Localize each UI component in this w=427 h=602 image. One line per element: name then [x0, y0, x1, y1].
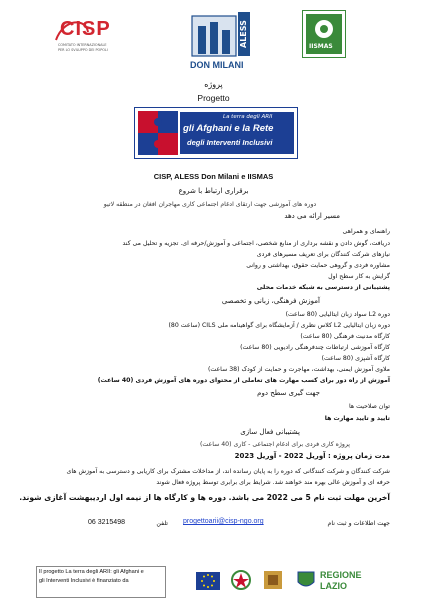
project-label-fa: پروژه	[204, 80, 223, 89]
aless-logo	[190, 10, 252, 70]
banner-line3: degli Interventi Inclusivi	[187, 138, 273, 147]
project-label-it: Progetto	[197, 93, 230, 103]
iismas-emblem-icon	[303, 11, 345, 57]
contact-phone-label: تلفن	[156, 520, 168, 527]
section2-item: آموزش از راه دور برای کسب مهارت های تعاملی از محتوای دوره های آموزش فردی (40 ساعت)	[97, 377, 390, 384]
section2-subtitle2: جهت گیری سطح دوم	[257, 389, 320, 397]
para-line2: حرفه ای و آموزش عالی بهره مند خواهند شد. شرایط برای برابری توسط پروژه فعال شوند	[156, 479, 390, 486]
contact-email[interactable]: progettoarii@cisp-ngo.org	[183, 518, 264, 525]
cisp-sub1: COMITATO INTERNAZIONALE	[58, 43, 107, 47]
cisp-name: CISP	[60, 18, 111, 40]
banner-line2: gli Afghani e la Rete	[183, 123, 274, 134]
regione-emblem-icon	[295, 569, 317, 591]
cisp-sub2: PER LO SVILUPPO DEI POPOLI	[58, 48, 108, 52]
intro-line1: برقراری ارتباط با شروع	[178, 187, 249, 195]
section2-subtitle: آموزش فرهنگی، زبانی و تخصصی	[221, 297, 320, 305]
intro-line2: دوره های آموزشی جهت ارتقای ادغام اجتماعی کاری مهاجران افغان در منطقه لاتیو	[103, 201, 317, 208]
section2-item: کارگاه آشپزی (80 ساعت)	[321, 355, 390, 362]
section2-item: دوره L2 سواد زبان ایتالیایی (80 ساعت)	[285, 311, 390, 318]
section4-title: پشتیبانی فعال سازی	[240, 428, 300, 436]
section2-item: ملاوی آموزش ایمنی، بهداشت، مهاجرت و حمایت از کودک (38 ساعت)	[208, 366, 390, 373]
para-line1: شرکت کنندگان و شرکت کنندگانی که دوره را به پایان رسانده اند، از مداخلات مشترک برای کاریابی و دسترسی به آموزش های	[66, 468, 390, 475]
intro-line3: مسیر ارائه می دهد	[284, 212, 340, 220]
section1-item: دریافت، گوش دادن و نقشه برداری از منابع شخصی، اجتماعی و آموزش/حرفه ای. تجزیه و تحلیل می کند	[122, 240, 390, 247]
footer-text-line1: Il progetto La terra degli ARII: gli Afghani e	[39, 569, 144, 575]
deadline: آخرین مهلت ثبت نام 5 می 2022 می باشد. دوره ها و کارگاه ها از نیمه اول اردیبهشت آغازی شوند.	[19, 493, 390, 502]
section2-title: پشتیبانی از دسترسی به شبکه خدمات محلی	[256, 284, 390, 291]
duration: مدت زمان پروژه : آوریل 2022 - آوریل 2023	[234, 452, 390, 460]
section2-item: کارگاه آموزشی ارتباطات چندفرهنگی رادیویی (80 ساعت)	[240, 344, 390, 351]
republic-emblem-icon	[230, 569, 252, 591]
aless-vertical: ALESS	[239, 20, 248, 48]
iismas-logo	[302, 10, 346, 58]
iismas-name: IISMAS	[309, 43, 333, 50]
regione-label-line1: REGIONE	[320, 570, 362, 580]
cisp-logo	[52, 14, 124, 54]
section1-item: مشاوره فردی و گروهی حمایت حقوق، بهداشتی و روانی	[246, 262, 390, 269]
banner-line1: La terra degli ARII	[223, 114, 273, 120]
footer	[0, 560, 427, 602]
eu-flag-icon	[196, 572, 220, 590]
section4-item: پروژه کاری فردی برای ادغام اجتماعی - کاری (40 ساعت)	[200, 441, 350, 448]
section2-item: کارگاه مدنیت فرهنگی (80 ساعت)	[300, 333, 390, 340]
section1-item: گرایش به کار سطح اول	[328, 273, 390, 280]
puzzle-icon	[138, 111, 178, 155]
partners-title: CISP, ALESS Don Milani e IISMAS	[153, 172, 274, 181]
section3-item: توان صلاحیت ها	[349, 403, 390, 410]
aless-name: DON MILANI	[190, 60, 244, 70]
ministry-logo-icon	[262, 569, 284, 591]
project-banner	[134, 107, 298, 159]
section3-item: تایید و تایید مهارت ها	[324, 415, 390, 422]
section1-title: راهنمای و همراهی	[342, 228, 390, 235]
regione-label-line2: LAZIO	[320, 581, 347, 591]
section1-item: نیازهای شرکت کنندگان برای تعریف مسیرهای فردی	[256, 251, 390, 258]
contact-phone: 06 3215498	[88, 519, 125, 526]
footer-text-line2: gli Interventi Inclusivi è finanziato da	[39, 578, 129, 584]
contact-label: جهت اطلاعات و ثبت نام	[327, 520, 390, 527]
section2-item: دوره زبان ایتالیایی L2 کلاس نظری / آزمایشگاه برای گواهینامه ملی CILS (ساعت 80)	[168, 322, 390, 329]
